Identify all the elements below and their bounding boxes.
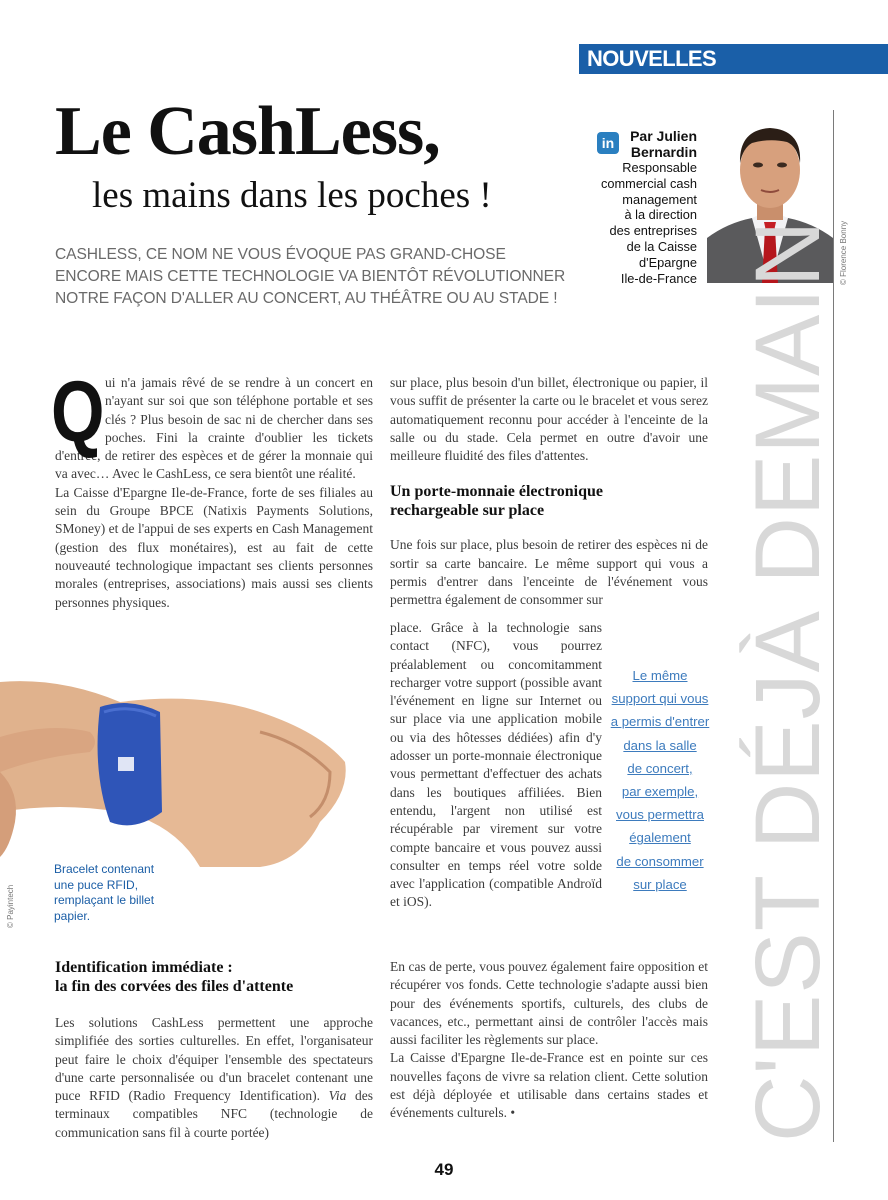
pull-quote-line: Le même bbox=[632, 668, 688, 683]
vertical-title: C'EST DÉJÀ DEMAIN bbox=[737, 219, 839, 1142]
pull-quote-line: a permis d'entrer bbox=[610, 714, 710, 730]
pull-quote-line: vous permettra bbox=[616, 807, 704, 823]
article-column-1 bbox=[51, 364, 373, 612]
pull-quote-line: de concert, bbox=[627, 760, 693, 776]
author-name: Bernardin bbox=[630, 144, 697, 160]
heading-line: Un porte-monnaie électronique bbox=[390, 483, 604, 501]
lead-line: NOTRE FAÇON D'ALLER AU CONCERT, AU THÉÂTRE OU AU STADE ! bbox=[55, 290, 558, 307]
photo-credit-bracelet: © Payintech bbox=[6, 884, 15, 928]
author-role: management bbox=[622, 191, 697, 207]
page-number: 49 bbox=[434, 1160, 454, 1179]
pull-quote-line: de consommer bbox=[616, 853, 704, 869]
paragraph: sur place, plus besoin d'un billet, électronique ou papier, il vous suffit de présenter la carte ou le bracelet et vous serez automatiquement reconnu pour accéder à l'enceinte de la salle ou du stade. Cela permet en outre d'avoir une meilleure fluidité des files d'attentes. bbox=[390, 375, 708, 464]
lead-line: ENCORE MAIS CETTE TECHNOLOGIE VA BIENTÔT RÉVOLUTIONNER bbox=[55, 268, 566, 285]
author-role: des entreprises bbox=[609, 223, 697, 239]
bracelet-photo bbox=[0, 662, 380, 867]
author-name: Par Julien bbox=[630, 128, 697, 144]
article-column-2-bottom bbox=[390, 958, 708, 1123]
article-column-1-bottom bbox=[55, 958, 373, 1142]
author-role: Responsable bbox=[622, 160, 697, 175]
linkedin-icon[interactable]: in bbox=[597, 132, 619, 154]
pull-quote-line: par exemple, bbox=[621, 784, 699, 800]
author-role: Ile-de-France bbox=[620, 270, 697, 286]
paragraph: ui n'a jamais rêvé de se rendre à un concert en n'ayant sur soi que son téléphone portable et ses clés ? Plus besoin de sac ni de chercher dans ses poches. Fini la crainte d'oublier les tickets d'entrée, de retirer des espèces et de gérer la monnaie qui va avec… Avec le CashLess, ce sera bientôt une réalité. bbox=[55, 375, 373, 482]
pull-quote-line: également bbox=[629, 830, 691, 846]
article-lead bbox=[55, 244, 566, 310]
caption-line: remplaçant le billet bbox=[54, 893, 155, 907]
section-rubric: NOUVELLES TECHNOLOGIES bbox=[579, 44, 888, 74]
author-role: d'Epargne bbox=[639, 254, 697, 270]
caption-line: une puce RFID, bbox=[54, 877, 139, 892]
caption-line: papier. bbox=[54, 908, 91, 923]
paragraph: En cas de perte, vous pouvez également faire opposition et récupérer vos fonds. Cette technologie s'adapte aussi bien pour des événements sportifs, culturels, des clubs de vacances, etc., permettant ainsi de contrôler l'accès mais aussi faciliter les règlements sur place. bbox=[390, 959, 708, 1048]
paragraph: Une fois sur place, plus besoin de retirer des espèces ni de sortir sa carte bancaire. Le même support qui vous a permis d'entrer dans l'enceinte de l'événement vous permettra également de consommer sur bbox=[390, 537, 708, 608]
lead-line: CASHLESS, CE NOM NE VOUS ÉVOQUE PAS GRAND-CHOSE bbox=[55, 246, 506, 263]
article-subtitle: les mains dans les poches ! bbox=[92, 175, 492, 216]
section-heading bbox=[55, 958, 373, 996]
text-run: Les solutions CashLess permettent une approche simplifiée des sorties culturelles. En effet, l'organisateur peut faire le choix d'équiper l'ensemble des spectateurs d'une carte personnalisée ou d'un bracelet contenant une puce RFID (Radio Frequency Identification). bbox=[55, 1015, 373, 1104]
paragraph: place. Grâce à la technologie sans contact (NFC), vous pourrez préalablement ou concomitamment recharger votre support (possible avant l'événement en ligne sur Internet ou sur place via une application mobile ou via des hôtesses dédiées) afin d'y adosser un porte-monnaie électronique vous permettant d'effectuer des achats dans les boutiques affiliées. Bien entendu, l'argent non utilisé est récupérable par virement sur votre compte bancaire et vous pouvez aussi consulter en temps réel votre solde avec l'application (compatible Androïd et iOS). bbox=[390, 620, 602, 910]
author-role: de la Caisse bbox=[626, 238, 697, 254]
pull-quote-line: sur place bbox=[633, 876, 687, 892]
bracelet-illustration bbox=[0, 662, 380, 867]
pull-quote bbox=[600, 664, 720, 896]
heading-line: rechargeable sur place bbox=[390, 502, 545, 520]
photo-caption bbox=[54, 862, 194, 924]
pull-quote-line: support qui vous bbox=[611, 691, 709, 707]
article-column-2-narrow bbox=[390, 619, 602, 912]
author-role: commercial cash bbox=[600, 175, 697, 191]
heading-line: Identification immédiate : bbox=[55, 959, 233, 976]
paragraph bbox=[55, 1014, 373, 1142]
article-column-2 bbox=[390, 374, 708, 610]
section-heading bbox=[390, 482, 708, 520]
author-box bbox=[582, 128, 697, 286]
paragraph: La Caisse d'Epargne Ile-de-France est en pointe sur ces nouvelles façons de vivre sa relation client. Cette solution est déjà déployée et utilisable dans certains stades et événements culturels. • bbox=[390, 1050, 708, 1121]
photo-credit-portrait: © Florence Bonny bbox=[839, 220, 848, 285]
pull-quote-line: dans la salle bbox=[623, 737, 697, 753]
author-role: à la direction bbox=[624, 207, 697, 223]
caption-line: Bracelet contenant bbox=[54, 862, 155, 876]
article-title: Le CashLess, bbox=[55, 93, 440, 170]
drop-cap: Q bbox=[51, 364, 105, 460]
text-run-italic: Via bbox=[328, 1088, 347, 1104]
heading-line: la fin des corvées des files d'attente bbox=[55, 978, 294, 995]
text-run: des terminaux compatibles NFC (technologie de communication sans fil à courte portée) bbox=[55, 1088, 374, 1140]
paragraph: La Caisse d'Epargne Ile-de-France, forte de ses filiales au sein du Groupe BPCE (Natixis Payments Solutions, SMoney) et de l'appui de ses experts en Cash Management (gestion des flux monétaires), est au fait de cette nouveauté technologique impactant ses clients personnes morales (entreprises, associations) mais aussi ses clients personnes physiques. bbox=[55, 484, 373, 610]
